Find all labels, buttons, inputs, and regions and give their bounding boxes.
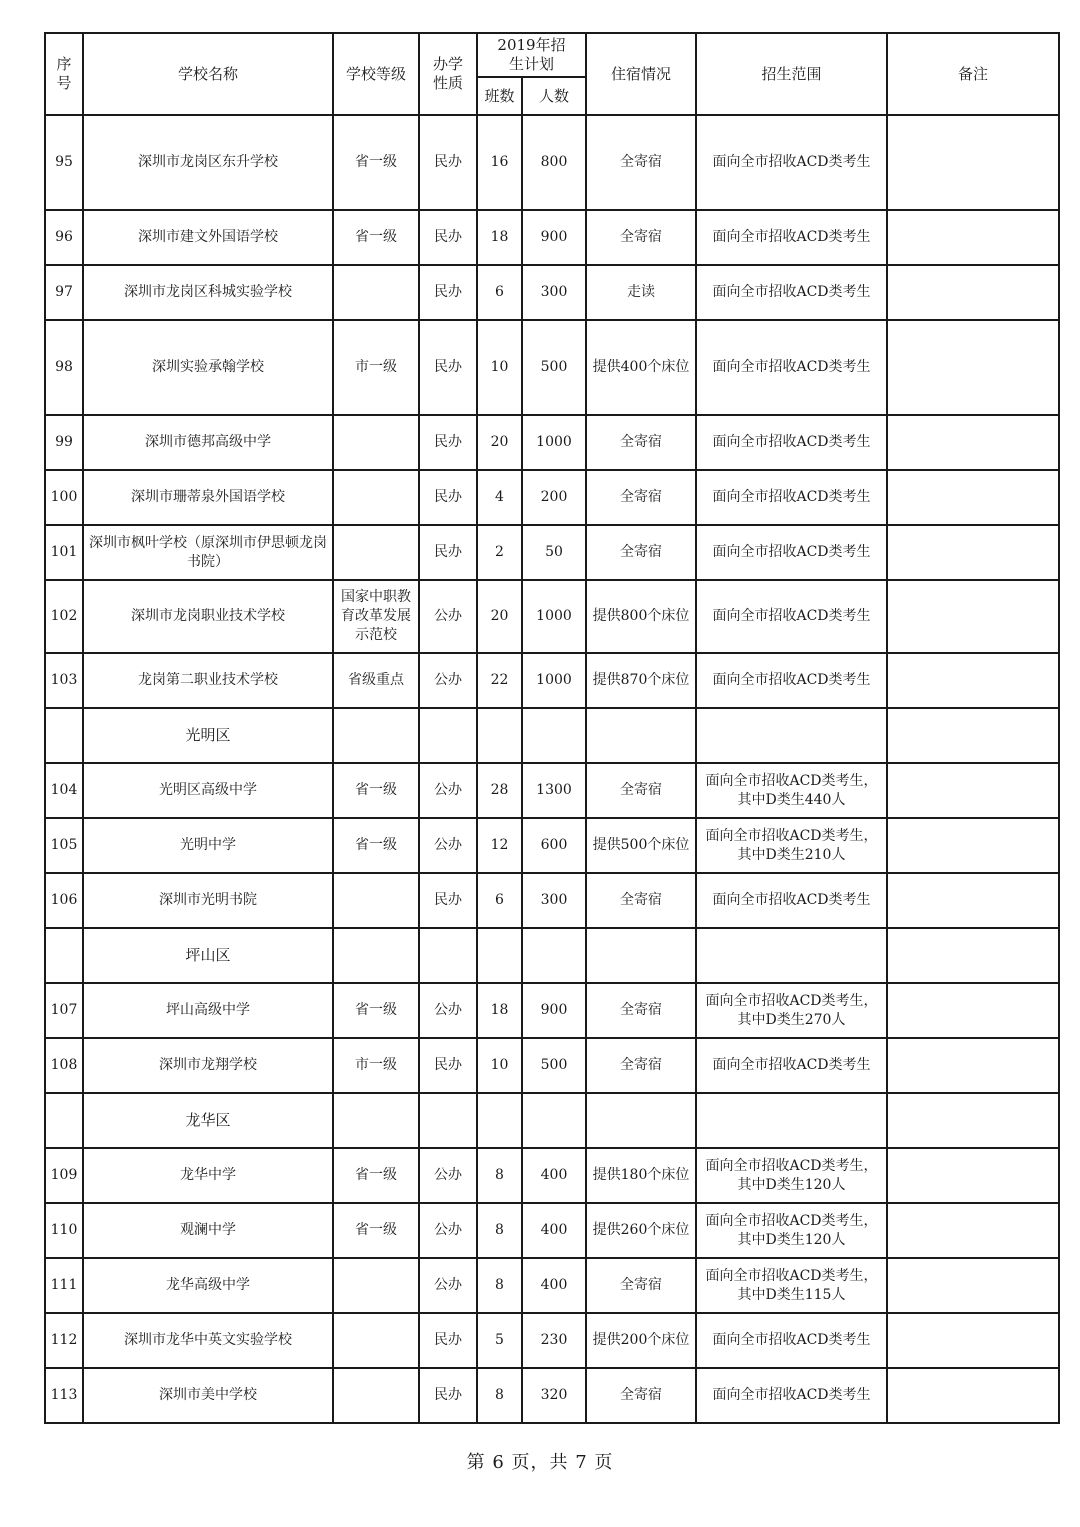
cell-boarding: 全寄宿 [586,1038,696,1093]
cell-level [333,1313,419,1368]
header-remark: 备注 [887,33,1059,115]
cell-remark [887,525,1059,580]
cell-type: 公办 [419,1203,477,1258]
empty-cell [887,1093,1059,1148]
cell-level: 国家中职教育改革发展示范校 [333,580,419,653]
cell-no: 100 [45,470,83,525]
table-row [45,470,1059,525]
cell-boarding: 提供400个床位 [586,320,696,415]
cell-remark [887,653,1059,708]
cell-no: 105 [45,818,83,873]
cell-remark [887,1148,1059,1203]
header-type: 办学性质 [419,33,477,115]
cell-no: 113 [45,1368,83,1423]
cell-boarding: 全寄宿 [586,763,696,818]
cell-type: 公办 [419,1258,477,1313]
cell-name: 光明中学 [83,818,333,873]
cell-students: 900 [522,210,586,265]
cell-scope: 面向全市招收ACD类考生 [696,1313,887,1368]
cell-level [333,873,419,928]
cell-classes: 2 [477,525,522,580]
cell-remark [887,983,1059,1038]
empty-cell [333,1093,419,1148]
cell-remark [887,115,1059,210]
empty-cell [696,1093,887,1148]
cell-no: 107 [45,983,83,1038]
cell-type: 民办 [419,265,477,320]
cell-level: 省一级 [333,1148,419,1203]
cell-scope: 面向全市招收ACD类考生 [696,525,887,580]
cell-no: 98 [45,320,83,415]
cell-scope: 面向全市招收ACD类考生 [696,1368,887,1423]
cell-classes: 8 [477,1368,522,1423]
cell-scope: 面向全市招收ACD类考生，其中D类生115人 [696,1258,887,1313]
cell-boarding: 全寄宿 [586,525,696,580]
page-number: 第 6 页，共 7 页 [466,1452,614,1473]
cell-classes: 8 [477,1258,522,1313]
cell-classes: 8 [477,1203,522,1258]
cell-students: 900 [522,983,586,1038]
district-row [45,1093,1059,1148]
table-row [45,763,1059,818]
cell-students: 320 [522,1368,586,1423]
empty-cell [586,1093,696,1148]
cell-remark [887,320,1059,415]
cell-level: 省一级 [333,818,419,873]
cell-students: 500 [522,1038,586,1093]
empty-cell [522,928,586,983]
cell-boarding: 全寄宿 [586,470,696,525]
cell-level: 省一级 [333,1203,419,1258]
cell-students: 500 [522,320,586,415]
cell-no: 102 [45,580,83,653]
cell-classes: 10 [477,1038,522,1093]
cell-classes: 20 [477,415,522,470]
cell-type: 民办 [419,1038,477,1093]
cell-boarding: 提供500个床位 [586,818,696,873]
table-row [45,580,1059,653]
empty-cell [887,928,1059,983]
cell-level: 省一级 [333,983,419,1038]
cell-level: 省级重点 [333,653,419,708]
cell-remark [887,1258,1059,1313]
empty-cell [696,928,887,983]
cell-no: 112 [45,1313,83,1368]
table-row [45,415,1059,470]
district-name: 光明区 [83,708,333,763]
cell-type: 公办 [419,580,477,653]
district-row [45,928,1059,983]
cell-type: 公办 [419,818,477,873]
cell-no: 110 [45,1203,83,1258]
cell-name: 龙华中学 [83,1148,333,1203]
cell-boarding: 全寄宿 [586,115,696,210]
table-row [45,210,1059,265]
empty-cell [419,1093,477,1148]
table-row [45,653,1059,708]
empty-cell [419,708,477,763]
table-row [45,983,1059,1038]
cell-type: 公办 [419,983,477,1038]
table-row [45,320,1059,415]
cell-boarding: 提供260个床位 [586,1203,696,1258]
empty-cell [45,1093,83,1148]
cell-scope: 面向全市招收ACD类考生 [696,115,887,210]
cell-classes: 16 [477,115,522,210]
cell-name: 深圳市龙岗区科城实验学校 [83,265,333,320]
header-plan: 2019年招生计划 [477,33,586,77]
cell-type: 民办 [419,470,477,525]
cell-remark [887,1203,1059,1258]
empty-cell [419,928,477,983]
empty-cell [522,708,586,763]
cell-name: 坪山高级中学 [83,983,333,1038]
cell-type: 民办 [419,525,477,580]
cell-classes: 8 [477,1148,522,1203]
cell-type: 公办 [419,653,477,708]
cell-no: 106 [45,873,83,928]
cell-type: 民办 [419,1313,477,1368]
cell-name: 观澜中学 [83,1203,333,1258]
cell-students: 400 [522,1203,586,1258]
table-row [45,1148,1059,1203]
cell-scope: 面向全市招收ACD类考生 [696,580,887,653]
table-row [45,265,1059,320]
cell-type: 民办 [419,873,477,928]
cell-type: 民办 [419,210,477,265]
empty-cell [333,708,419,763]
district-name: 龙华区 [83,1093,333,1148]
cell-classes: 20 [477,580,522,653]
table-row [45,525,1059,580]
cell-name: 深圳市龙岗区东升学校 [83,115,333,210]
cell-classes: 5 [477,1313,522,1368]
empty-cell [696,708,887,763]
cell-no: 111 [45,1258,83,1313]
cell-classes: 12 [477,818,522,873]
cell-classes: 18 [477,983,522,1038]
cell-boarding: 全寄宿 [586,1258,696,1313]
cell-remark [887,1038,1059,1093]
cell-boarding: 走读 [586,265,696,320]
cell-remark [887,818,1059,873]
cell-students: 200 [522,470,586,525]
header-scope: 招生范围 [696,33,887,115]
empty-cell [45,708,83,763]
cell-remark [887,580,1059,653]
empty-cell [887,708,1059,763]
cell-level [333,1258,419,1313]
cell-boarding: 提供800个床位 [586,580,696,653]
cell-remark [887,763,1059,818]
cell-students: 300 [522,873,586,928]
cell-remark [887,470,1059,525]
cell-students: 50 [522,525,586,580]
cell-type: 民办 [419,1368,477,1423]
cell-remark [887,873,1059,928]
cell-name: 深圳市龙岗职业技术学校 [83,580,333,653]
table-row [45,1368,1059,1423]
cell-name: 光明区高级中学 [83,763,333,818]
cell-students: 800 [522,115,586,210]
table-header [45,33,1059,115]
cell-boarding: 全寄宿 [586,415,696,470]
cell-level: 省一级 [333,763,419,818]
cell-scope: 面向全市招收ACD类考生 [696,1038,887,1093]
empty-cell [477,708,522,763]
cell-scope: 面向全市招收ACD类考生 [696,470,887,525]
cell-remark [887,1368,1059,1423]
cell-classes: 18 [477,210,522,265]
cell-boarding: 全寄宿 [586,983,696,1038]
cell-classes: 22 [477,653,522,708]
cell-boarding: 全寄宿 [586,210,696,265]
cell-boarding: 全寄宿 [586,1368,696,1423]
cell-no: 97 [45,265,83,320]
empty-cell [522,1093,586,1148]
table-row [45,1258,1059,1313]
cell-classes: 6 [477,265,522,320]
cell-level: 市一级 [333,320,419,415]
cell-no: 108 [45,1038,83,1093]
cell-level [333,415,419,470]
cell-scope: 面向全市招收ACD类考生，其中D类生270人 [696,983,887,1038]
cell-remark [887,415,1059,470]
header-boarding: 住宿情况 [586,33,696,115]
empty-cell [477,928,522,983]
cell-scope: 面向全市招收ACD类考生，其中D类生120人 [696,1148,887,1203]
page-footer [0,1448,1080,1474]
cell-no: 109 [45,1148,83,1203]
cell-students: 1300 [522,763,586,818]
cell-remark [887,265,1059,320]
cell-students: 400 [522,1148,586,1203]
empty-cell [477,1093,522,1148]
cell-no: 104 [45,763,83,818]
cell-remark [887,1313,1059,1368]
table-row [45,115,1059,210]
table-row [45,1313,1059,1368]
cell-level [333,265,419,320]
cell-type: 公办 [419,763,477,818]
cell-boarding: 提供870个床位 [586,653,696,708]
cell-level [333,470,419,525]
cell-name: 深圳市龙翔学校 [83,1038,333,1093]
cell-name: 深圳市美中学校 [83,1368,333,1423]
cell-name: 深圳市枫叶学校（原深圳市伊思顿龙岗书院） [83,525,333,580]
cell-level: 省一级 [333,115,419,210]
empty-cell [333,928,419,983]
cell-boarding: 全寄宿 [586,873,696,928]
empty-cell [45,928,83,983]
cell-boarding: 提供180个床位 [586,1148,696,1203]
cell-boarding: 提供200个床位 [586,1313,696,1368]
cell-students: 230 [522,1313,586,1368]
cell-scope: 面向全市招收ACD类考生 [696,265,887,320]
cell-no: 103 [45,653,83,708]
cell-scope: 面向全市招收ACD类考生，其中D类生440人 [696,763,887,818]
cell-type: 公办 [419,1148,477,1203]
cell-no: 96 [45,210,83,265]
cell-students: 1000 [522,415,586,470]
cell-classes: 6 [477,873,522,928]
cell-classes: 10 [477,320,522,415]
table-body [45,115,1059,1423]
cell-type: 民办 [419,415,477,470]
table-row [45,1203,1059,1258]
cell-students: 1000 [522,580,586,653]
header-no: 序号 [45,33,83,115]
cell-name: 深圳市德邦高级中学 [83,415,333,470]
district-name: 坪山区 [83,928,333,983]
cell-name: 深圳市建文外国语学校 [83,210,333,265]
cell-level: 省一级 [333,210,419,265]
cell-classes: 4 [477,470,522,525]
empty-cell [586,928,696,983]
cell-scope: 面向全市招收ACD类考生 [696,653,887,708]
cell-level [333,525,419,580]
cell-students: 600 [522,818,586,873]
cell-scope: 面向全市招收ACD类考生，其中D类生120人 [696,1203,887,1258]
empty-cell [586,708,696,763]
cell-scope: 面向全市招收ACD类考生 [696,415,887,470]
table-row [45,818,1059,873]
cell-scope: 面向全市招收ACD类考生 [696,210,887,265]
cell-classes: 28 [477,763,522,818]
cell-type: 民办 [419,115,477,210]
cell-name: 深圳市珊蒂泉外国语学校 [83,470,333,525]
header-name: 学校名称 [83,33,333,115]
enrollment-table [44,32,1060,1424]
cell-name: 龙华高级中学 [83,1258,333,1313]
cell-students: 300 [522,265,586,320]
header-level: 学校等级 [333,33,419,115]
header-classes: 班数 [477,77,522,115]
cell-name: 深圳市光明书院 [83,873,333,928]
cell-type: 民办 [419,320,477,415]
cell-name: 深圳实验承翰学校 [83,320,333,415]
cell-scope: 面向全市招收ACD类考生 [696,320,887,415]
cell-students: 1000 [522,653,586,708]
cell-scope: 面向全市招收ACD类考生 [696,873,887,928]
cell-no: 99 [45,415,83,470]
cell-scope: 面向全市招收ACD类考生，其中D类生210人 [696,818,887,873]
cell-name: 龙岗第二职业技术学校 [83,653,333,708]
cell-level [333,1368,419,1423]
cell-students: 400 [522,1258,586,1313]
cell-name: 深圳市龙华中英文实验学校 [83,1313,333,1368]
cell-level: 市一级 [333,1038,419,1093]
header-students: 人数 [522,77,586,115]
table-row [45,873,1059,928]
cell-no: 95 [45,115,83,210]
cell-remark [887,210,1059,265]
table-row [45,1038,1059,1093]
district-row [45,708,1059,763]
cell-no: 101 [45,525,83,580]
